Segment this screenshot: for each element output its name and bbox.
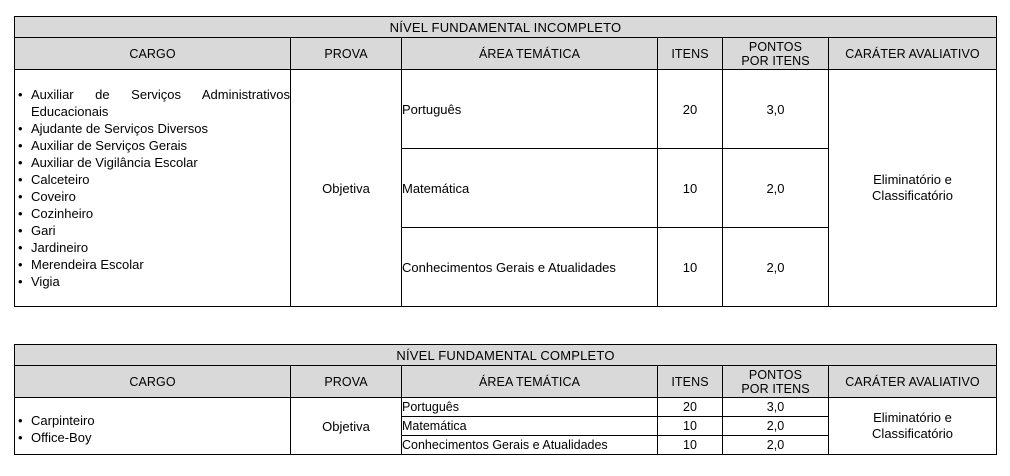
cargo-list (15, 412, 290, 446)
prova-cell: Objetiva (291, 398, 402, 455)
table-title: NÍVEL FUNDAMENTAL COMPLETO (15, 345, 997, 366)
exam-table-nivel-fundamental-incompleto (14, 16, 997, 307)
list-item: • Merendeira Escolar (15, 256, 290, 273)
list-item: • Office-Boy (15, 429, 290, 446)
itens-cell: 10 (658, 417, 723, 436)
list-item: • Auxiliar de Vigilância Escolar (15, 154, 290, 171)
column-header-area-tematica: ÁREA TEMÁTICA (402, 38, 658, 70)
area-tematica-cell: Matemática (402, 149, 658, 228)
pontos-por-itens-cell: 3,0 (723, 70, 829, 149)
table-row (15, 398, 997, 417)
carater-avaliativo-cell (829, 70, 997, 307)
carater-line2: Classificatório (872, 426, 953, 441)
carater-line1: Eliminatório e (873, 410, 952, 425)
column-header-pontos-por-itens (723, 38, 829, 70)
column-header-pontos-line2: POR ITENS (741, 381, 810, 396)
area-tematica-cell: Matemática (402, 417, 658, 436)
pontos-por-itens-cell: 2,0 (723, 417, 829, 436)
table-title-row (15, 17, 997, 38)
column-header-pontos-line1: PONTOS (748, 367, 803, 382)
list-item: • Cozinheiro (15, 205, 290, 222)
carater-line1: Eliminatório e (873, 172, 952, 187)
list-item: • Gari (15, 222, 290, 239)
pontos-por-itens-cell: 2,0 (723, 149, 829, 228)
list-item: • Ajudante de Serviços Diversos (15, 120, 290, 137)
cargo-list (15, 86, 290, 290)
column-header-itens: ITENS (658, 366, 723, 398)
pontos-por-itens-cell: 3,0 (723, 398, 829, 417)
column-header-itens: ITENS (658, 38, 723, 70)
column-header-cargo: CARGO (15, 366, 291, 398)
pontos-por-itens-cell: 2,0 (723, 228, 829, 307)
area-tematica-cell: Português (402, 70, 658, 149)
list-item: • Auxiliar de Serviços Gerais (15, 137, 290, 154)
itens-cell: 10 (658, 228, 723, 307)
column-header-row (15, 366, 997, 398)
list-item: • Carpinteiro (15, 412, 290, 429)
itens-cell: 10 (658, 436, 723, 455)
column-header-pontos-por-itens (723, 366, 829, 398)
table-row (15, 70, 997, 149)
column-header-carater-avaliativo: CARÁTER AVALIATIVO (829, 38, 997, 70)
column-header-prova: PROVA (291, 38, 402, 70)
prova-cell: Objetiva (291, 70, 402, 307)
exam-table-nivel-fundamental-completo (14, 344, 997, 455)
itens-cell: 20 (658, 70, 723, 149)
list-item: • Coveiro (15, 188, 290, 205)
list-item: • Jardineiro (15, 239, 290, 256)
column-header-area-tematica: ÁREA TEMÁTICA (402, 366, 658, 398)
column-header-cargo: CARGO (15, 38, 291, 70)
column-header-carater-avaliativo: CARÁTER AVALIATIVO (829, 366, 997, 398)
column-header-row (15, 38, 997, 70)
pontos-por-itens-cell: 2,0 (723, 436, 829, 455)
itens-cell: 20 (658, 398, 723, 417)
list-item: • Auxiliar de Serviços Administrativos Educacionais (15, 86, 290, 120)
area-tematica-cell: Português (402, 398, 658, 417)
column-header-pontos-line1: PONTOS (748, 39, 803, 54)
cargo-cell (15, 70, 291, 307)
itens-cell: 10 (658, 149, 723, 228)
cargo-cell (15, 398, 291, 455)
column-header-prova: PROVA (291, 366, 402, 398)
area-tematica-cell: Conhecimentos Gerais e Atualidades (402, 436, 658, 455)
table-title: NÍVEL FUNDAMENTAL INCOMPLETO (15, 17, 997, 38)
carater-line2: Classificatório (872, 188, 953, 203)
list-item: • Vigia (15, 273, 290, 290)
column-header-pontos-line2: POR ITENS (741, 53, 810, 68)
area-tematica-cell: Conhecimentos Gerais e Atualidades (402, 228, 658, 307)
list-item: • Calceteiro (15, 171, 290, 188)
carater-avaliativo-cell (829, 398, 997, 455)
table-title-row (15, 345, 997, 366)
